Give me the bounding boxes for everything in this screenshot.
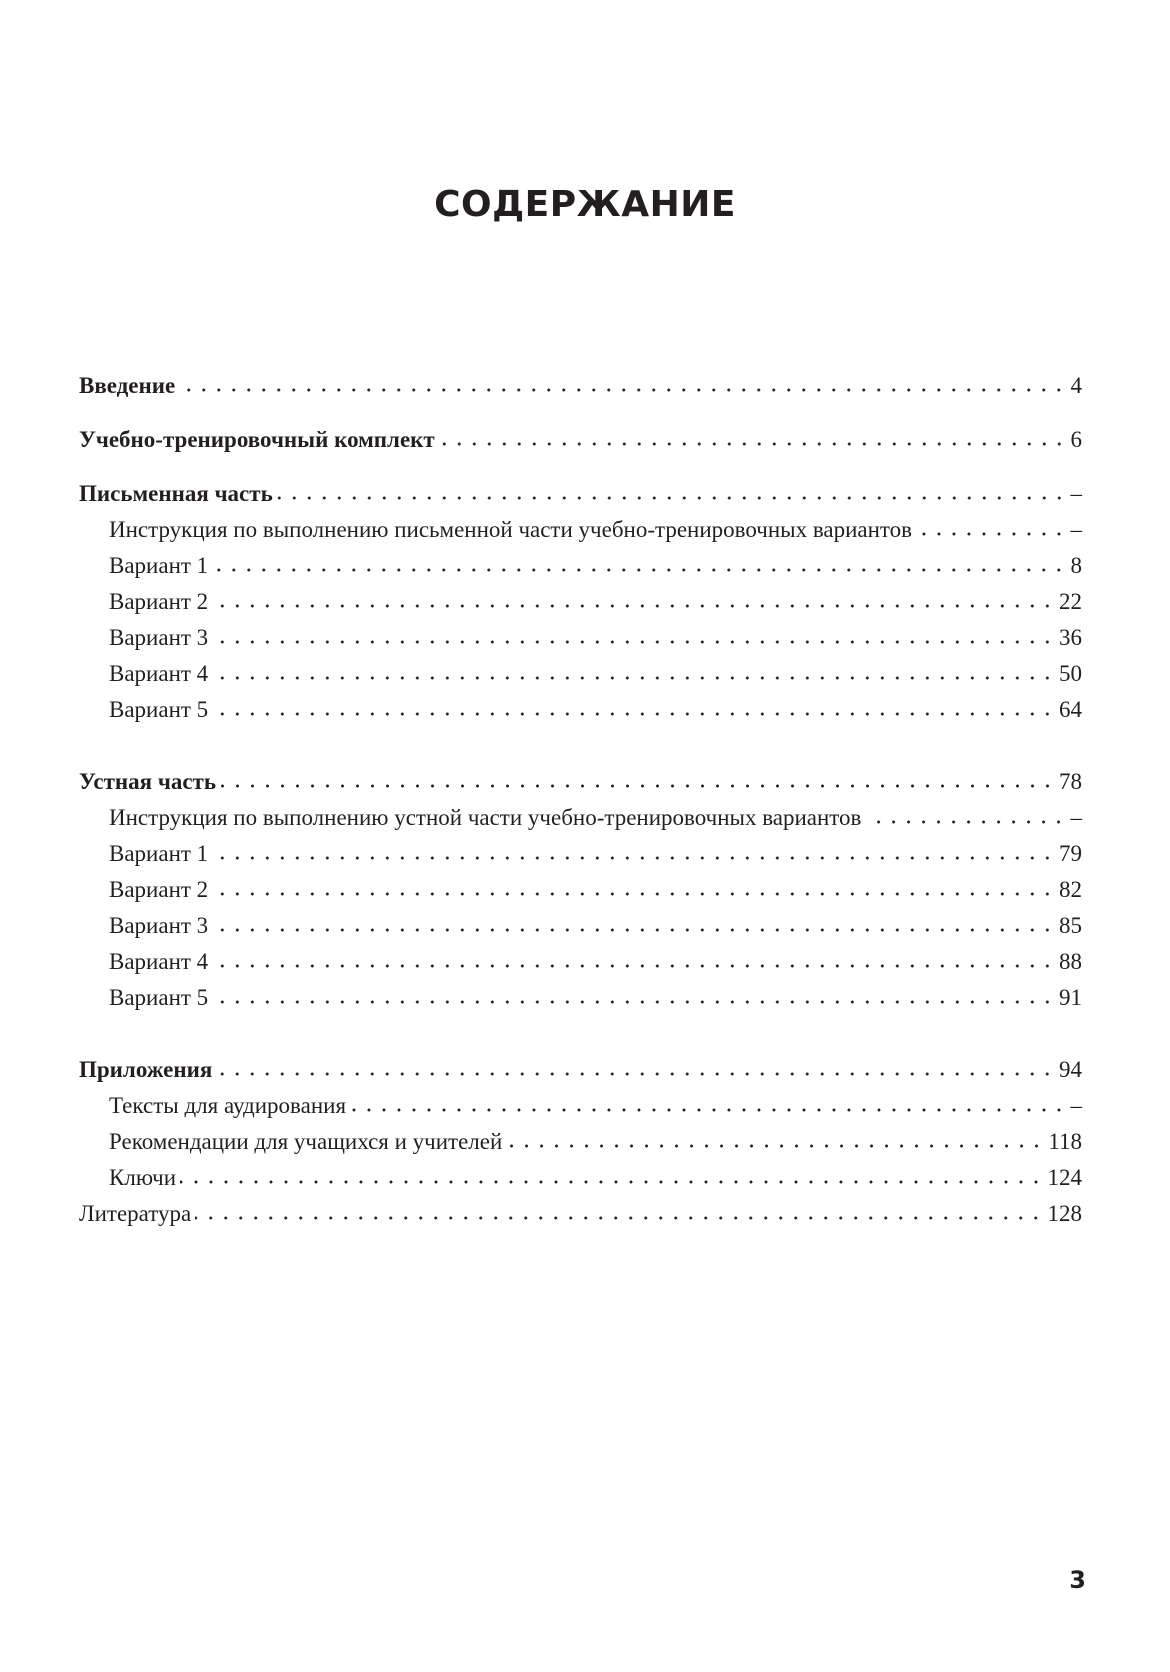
toc-entry-page: 6 [1070, 427, 1082, 452]
toc-entry-written-instructions[interactable] [79, 512, 1082, 548]
toc-entry-page: – [1070, 481, 1082, 506]
toc-entry-label: Письменная часть [79, 481, 273, 506]
dot-leader [212, 603, 1055, 609]
toc-entry-page: 36 [1059, 625, 1082, 650]
dot-leader [195, 1215, 1043, 1221]
dot-leader [220, 783, 1055, 789]
toc-entry-training-set[interactable] [79, 422, 1082, 458]
dot-leader [179, 387, 1066, 393]
toc-entry-oral-instructions[interactable] [79, 800, 1082, 836]
toc-entry-page: 64 [1059, 697, 1082, 722]
toc-entry-page: 118 [1048, 1129, 1082, 1154]
toc-entry-page: 8 [1070, 553, 1082, 578]
dot-leader [212, 999, 1055, 1005]
toc-entry-label: Вариант 4 [109, 949, 209, 974]
dot-leader [350, 1107, 1066, 1113]
page-number: 3 [1069, 1566, 1086, 1594]
toc-entry-page: 128 [1047, 1201, 1082, 1226]
toc-entry-listening-texts[interactable] [79, 1088, 1082, 1124]
toc-entry-written-variant-3[interactable] [79, 620, 1082, 656]
toc-entry-label: Вариант 5 [109, 985, 209, 1010]
dot-leader [865, 819, 1066, 825]
toc-entry-written-part[interactable] [79, 476, 1082, 512]
dot-leader [212, 927, 1055, 933]
dot-leader [212, 891, 1055, 897]
toc-entry-page: 79 [1059, 841, 1082, 866]
dot-leader [916, 531, 1066, 537]
dot-leader [212, 567, 1066, 573]
toc-entry-introduction[interactable] [79, 368, 1082, 404]
toc-entry-oral-variant-5[interactable] [79, 980, 1082, 1016]
toc-entry-recommendations[interactable] [79, 1124, 1082, 1160]
toc-entry-label: Инструкция по выполнению письменной части учебно-тренировочных вариантов [109, 517, 913, 542]
toc-entry-oral-variant-2[interactable] [79, 872, 1082, 908]
dot-leader [212, 675, 1055, 681]
toc-entry-label: Вариант 3 [109, 625, 209, 650]
toc-entry-written-variant-5[interactable] [79, 692, 1082, 728]
toc-entry-written-variant-4[interactable] [79, 656, 1082, 692]
toc-entry-page: 91 [1059, 985, 1082, 1010]
toc-entry-keys[interactable] [79, 1160, 1082, 1196]
toc-entry-page: – [1070, 805, 1082, 830]
toc-entry-label: Вариант 5 [109, 697, 209, 722]
toc-entry-label: Тексты для аудирования [109, 1093, 347, 1118]
toc-entry-label: Вариант 4 [109, 661, 209, 686]
toc-entry-page: 50 [1059, 661, 1082, 686]
toc-entry-label: Вариант 1 [109, 841, 209, 866]
toc-entry-oral-variant-4[interactable] [79, 944, 1082, 980]
toc-entry-label: Устная часть [79, 769, 216, 794]
toc-entry-oral-part[interactable] [79, 764, 1082, 800]
page-title: СОДЕРЖАНИЕ [434, 184, 736, 225]
toc-entry-label: Приложения [79, 1057, 213, 1082]
toc-entry-page: 88 [1059, 949, 1082, 974]
toc-entry-label: Вариант 2 [109, 877, 209, 902]
toc-entry-oral-variant-3[interactable] [79, 908, 1082, 944]
dot-leader [216, 1071, 1055, 1077]
toc-entry-literature[interactable] [79, 1196, 1082, 1232]
toc-entry-page: 85 [1059, 913, 1082, 938]
toc-entry-page: 4 [1070, 373, 1082, 398]
toc-entry-label: Инструкция по выполнению устной части учебно-тренировочных вариантов [109, 805, 862, 830]
toc-entry-label: Вариант 1 [109, 553, 209, 578]
dot-leader [212, 963, 1055, 969]
dot-leader [212, 855, 1055, 861]
toc-entry-page: 124 [1047, 1165, 1082, 1190]
toc-entry-page: – [1070, 1093, 1082, 1118]
dot-leader [180, 1179, 1043, 1185]
toc-entry-written-variant-2[interactable] [79, 584, 1082, 620]
toc-entry-label: Вариант 2 [109, 589, 209, 614]
toc-entry-label: Литература [79, 1201, 192, 1226]
toc-entry-page: 78 [1059, 769, 1082, 794]
toc-entry-oral-variant-1[interactable] [79, 836, 1082, 872]
dot-leader [212, 711, 1055, 717]
toc-entry-label: Вариант 3 [109, 913, 209, 938]
toc-entry-page: 94 [1059, 1057, 1082, 1082]
toc-entry-label: Учебно-тренировочный комплект [79, 427, 435, 452]
toc-entry-page: – [1070, 517, 1082, 542]
toc-entry-written-variant-1[interactable] [79, 548, 1082, 584]
dot-leader [506, 1143, 1044, 1149]
dot-leader [212, 639, 1055, 645]
toc-entry-label: Рекомендации для учащихся и учителей [109, 1129, 503, 1154]
toc-entry-appendices[interactable] [79, 1052, 1082, 1088]
toc-entry-label: Введение [79, 373, 176, 398]
dot-leader [439, 441, 1067, 447]
toc-entry-page: 82 [1059, 877, 1082, 902]
toc-entry-label: Ключи [109, 1165, 177, 1190]
dot-leader [277, 495, 1067, 501]
table-of-contents [79, 368, 1082, 1232]
toc-entry-page: 22 [1059, 589, 1082, 614]
